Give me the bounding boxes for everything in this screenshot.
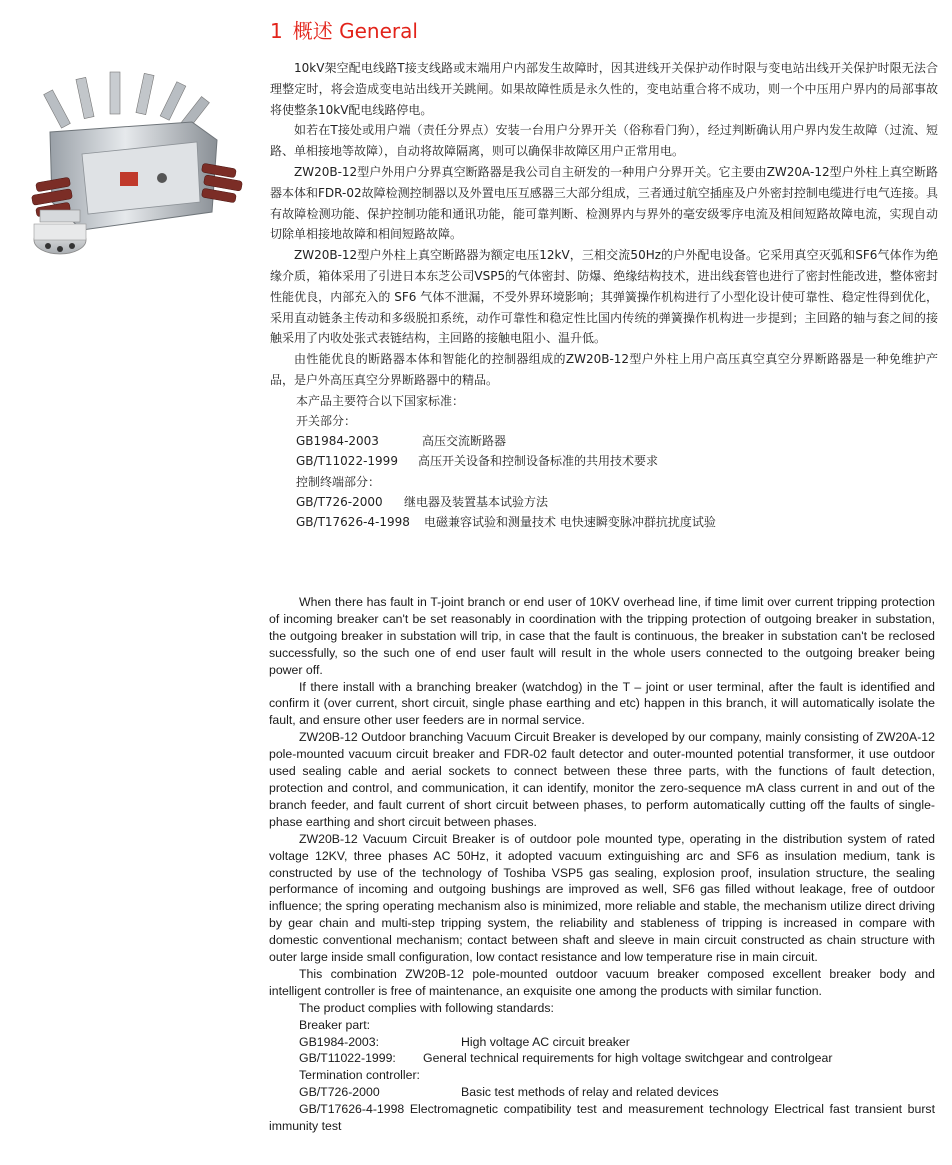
en-standard-code: GB1984-2003: [299,1034,379,1049]
en-paragraph-2: If there install with a branching breaker (watchdog) in the T – joint or user terminal, after the fault is identified and confirm it (over current, short circuit, single phase earthing and etc) happen in this branch, it will automatically isolate the fault, and ensure other user feeders are in normal service. [269,679,935,728]
en-paragraph-3: ZW20B-12 Outdoor branching Vacuum Circuit Breaker is developed by our company, mainly consisting of ZW20A-12 pole-mounted vacuum circuit breaker and FDR-02 fault detector and outer-mounted potential transformer, it use outdoor used sealing cable and aerial sockets to connect between these three parts, with the functions of fault detection, protection and control, and communication, it can identify, monitor the zero-sequence mA class current in and out of the branch feeder, and fault current of short circuit between phases, to perform automatically cutting off the faults of single-phase earthing and short circuit between phases. [269,730,935,829]
en-standard-row [269,1050,935,1067]
chinese-section [270,58,938,532]
zh-standard-row [270,492,938,512]
zh-paragraph-3: ZW20B-12型户外用户分界真空断路器是我公司自主研发的一种用户分界开关。它主要由ZW20A-12型户外柱上真空断路器本体和FDR-02故障检测控制器以及外置电压互感器三大部分组成，三者通过航空插座及户外密封控制电缆进行电气连接。具有故障检测功能、保护控制功能和通讯功能，能可靠判断、检测界内与界外的毫安级零序电流及相间短路故障电流，实现自动切除单相接地故障和相间短路故障。 [270,164,938,242]
en-standard-row-wrapped: GB/T17626-4-1998 Electromagnetic compatibility test and measurement technology Electrical fast transient burst immunity test [269,1102,935,1134]
en-paragraph-4: ZW20B-12 Vacuum Circuit Breaker is of outdoor pole mounted type, operating in the distribution system of rated voltage 12KV, three phases AC 50Hz, it adopted vacuum extinguishing arc and SF6 as insulation medium, tank is constructed by use of the technology of Toshiba VSP5 gas sealing, explosion proof, insulation structure, the sealing performance of incoming and outgoing bushings are improved as well, SF6 gas filled without leakage, free of outdoor influence; the spring operating mechanism also is minimized, more reliable and stable, the mechanism utilize direct driving by gear chain and multi-step tripping system, the reliability and stableness of tripping is increased in compare with domestic conventional mechanism; contact between shaft and sleeve in main circuit constructed as chain structure with outer large inside small configuration, low contact resistance and low temperature rise in main circuit. [269,831,935,965]
zh-terminal-part-label: 控制终端部分： [296,474,381,489]
english-section [269,594,935,1135]
zh-standard-code: GB1984-2003 [296,434,379,449]
zh-standards-intro: 本产品主要符合以下国家标准： [296,393,465,408]
en-standard-name: Basic test methods of relay and related devices [461,1085,719,1100]
zh-standard-name: 高压交流断路器 [422,434,507,449]
en-standard-name: High voltage AC circuit breaker [461,1034,630,1049]
zh-standard-row [270,512,938,532]
zh-standard-code: GB/T11022-1999 [296,454,398,469]
en-breaker-part-label: Breaker part: [299,1017,371,1032]
zh-switch-part-label: 开关部分： [296,413,357,428]
en-paragraph-1: When there has fault in T-joint branch or end user of 10KV overhead line, if time limit over current tripping protection of incoming breaker can't be set reasonably in coordination with the tripping protection of outgoing breaker in substation, the outgoing breaker in substation will trip, in case that the fault is continuous, the breaker in substation can't be reclosed successfully, so the such one of end user fault will result in the whole users connected to the outgoing breaker being power off. [269,595,935,677]
zh-standard-row [270,431,938,451]
en-paragraph-5: This combination ZW20B-12 pole-mounted outdoor vacuum breaker composed excellent breaker body and intelligent controller is free of maintenance, an exquisite one among the products with similar function. [269,966,935,998]
zh-paragraph-1: 10kV架空配电线路T接支线路或末端用户内部发生故障时，因其进线开关保护动作时限与变电站出线开关保护时限无法合理整定时，将会造成变电站出线开关跳闸。如果故障性质是永久性的，变电站重合将不成功，则一个中压用户界内的局部事故将使整条10kV配电线路停电。 [270,61,938,117]
zh-standard-name: 电磁兼容试验和测量技术 电快速瞬变脉冲群抗扰度试验 [424,514,716,529]
en-standard-row [269,1034,935,1051]
section-title: 概述 General [292,19,418,43]
zh-paragraph-4: ZW20B-12型户外柱上真空断路器为额定电压12kV，三相交流50Hz的户外配电设备。它采用真空灭弧和SF6气体作为绝缘介质，箱体采用了引进日本东芝公司VSP5的气体密封、防爆、绝缘结构技术，进出线套管也进行了密封性能改进，整体密封性能优良，内部充入的 SF6 气体不泄漏，不受外界环境影响；其弹簧操作机构进行了小型化设计使可靠性、稳定性得到优化，采用直动链条主传动和多级脱扣系统，动作可靠性和稳定性比国内传统的弹簧操作机构进一步提到；主回路的轴与套之间的接触采用了内收处张式表链结构，主回路的接触电阻小、温升低。 [270,248,938,346]
section-number: 1 [270,19,283,43]
en-standard-code: GB/T726-2000 [299,1085,380,1100]
zh-standard-row [270,451,938,471]
en-terminal-part-label: Termination controller: [299,1068,420,1083]
zh-standard-code: GB/T17626-4-1998 [296,514,410,529]
en-standard-row [269,1084,935,1101]
controller-socket-icon [34,210,86,254]
en-standard-code: GB/T11022-1999: [299,1051,396,1066]
zh-standard-name: 继电器及装置基本试验方法 [404,494,549,509]
breaker-product-image [22,62,252,262]
zh-standard-code: GB/T726-2000 [296,494,383,509]
en-standards-intro: The product complies with following standards: [299,1000,554,1015]
page-title [270,18,418,44]
zh-paragraph-5: 由性能优良的断路器本体和智能化的控制器组成的ZW20B-12型户外柱上用户高压真空真空分界断路器是一种免维护产品，是户外高压真空分界断路器中的精品。 [270,352,938,387]
en-standard-name: General technical requirements for high voltage switchgear and controlgear [423,1051,833,1066]
top-bushings-icon [44,72,210,129]
zh-paragraph-2: 如若在T接处或用户端（责任分界点）安装一台用户分界开关（俗称看门狗），经过判断确认用户界内发生故障（过流、短路、单相接地等故障），自动将故障隔离，则可以确保非故障区用户正常用电。 [270,123,938,159]
zh-standard-name: 高压开关设备和控制设备标准的共用技术要求 [418,454,659,469]
